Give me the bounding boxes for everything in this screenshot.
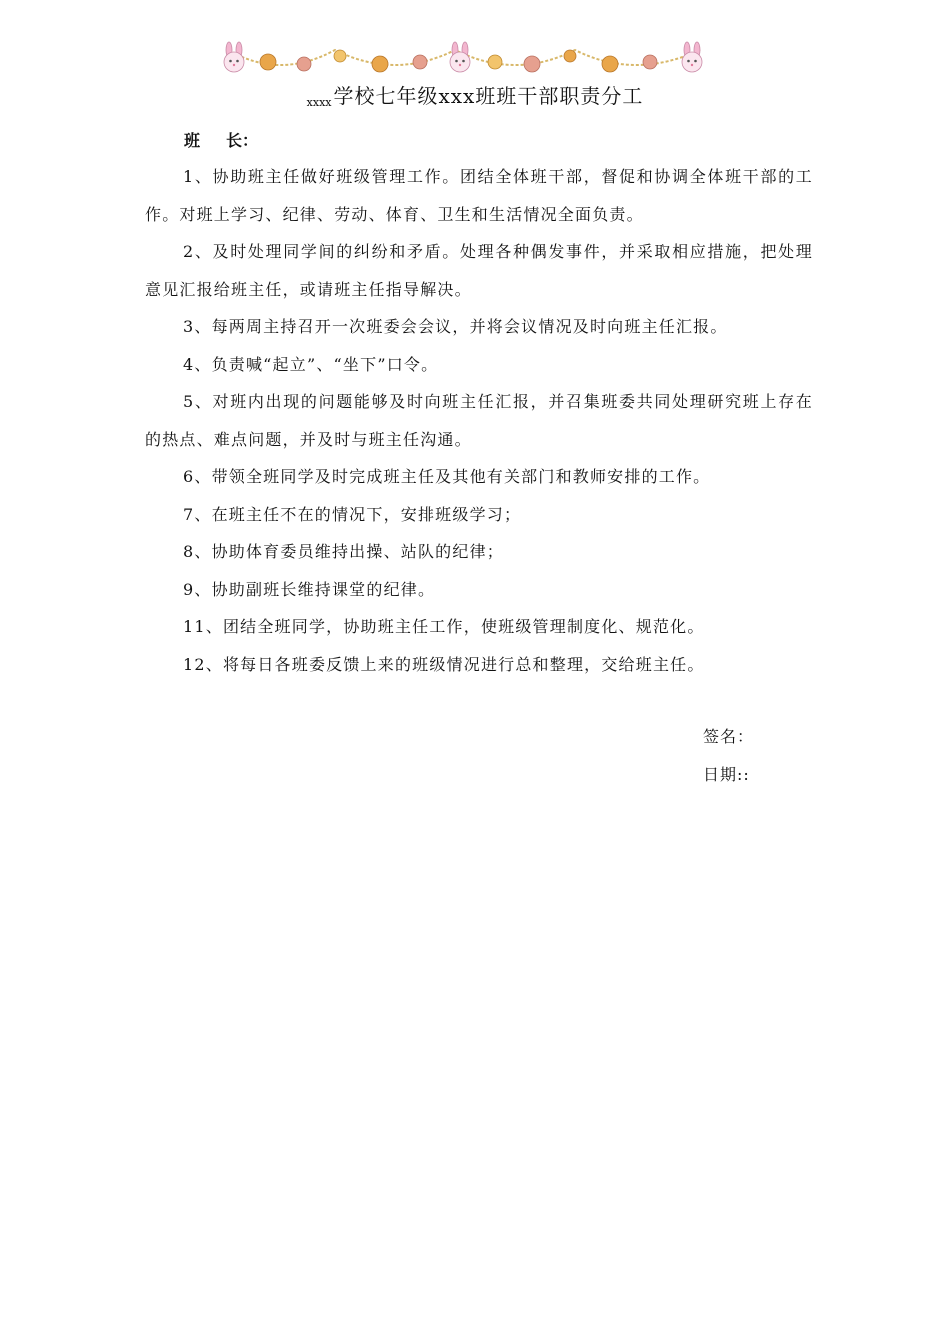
bunny-icon [450,42,470,72]
role-label-part-1: 班 [184,131,201,150]
document-title [0,80,950,109]
title-text: 学校七年级xxx班班干部职责分工 [333,84,644,108]
title-prefix: xxxx [306,96,332,109]
date-label: 日期:: [703,765,750,784]
duty-item: 7、在班主任不在的情况下，安排班级学习； [183,504,522,524]
duty-item: 5、对班内出现的问题能够及时向班主任汇报，并召集班委共同处理研究班上存在的热点、难点问题，并及时与班主任沟通。 [145,392,813,449]
duty-item: 11、团结全班同学，协助班主任工作，使班级管理制度化、规范化。 [183,617,705,636]
role-label-part-2: 长： [226,131,259,150]
bunny-icon [224,42,244,72]
duty-item: 12、将每日各班委反馈上来的班级情况进行总和整理，交给班主任。 [183,654,705,674]
role-heading [184,128,258,151]
signature-label: 签名： [703,727,755,746]
duty-item: 6、带领全班同学及时完成班主任及其他有关部门和教师安排的工作。 [183,467,711,486]
duty-item: 2、及时处理同学间的纠纷和矛盾。处理各种偶发事件，并采取相应措施，把处理意见汇报给班主任，或请班主任指导解决。 [145,242,813,299]
duty-item: 9、协助副班长维持课堂的纪律。 [183,579,436,599]
bunny-icon [682,42,702,72]
duty-item: 1、协助班主任做好班级管理工作。团结全体班干部，督促和协调全体班干部的工作。对班上学习、纪律、劳动、体育、卫生和生活情况全面负责。 [145,167,813,224]
duty-item: 8、协助体育委员维持出操、站队的纪律； [183,542,504,561]
duty-item: 4、负责喊“起立”、“坐下”口令。 [183,354,439,374]
duty-item: 3、每两周主持召开一次班委会会议，并将会议情况及时向班主任汇报。 [183,317,728,336]
duty-list [145,158,813,683]
